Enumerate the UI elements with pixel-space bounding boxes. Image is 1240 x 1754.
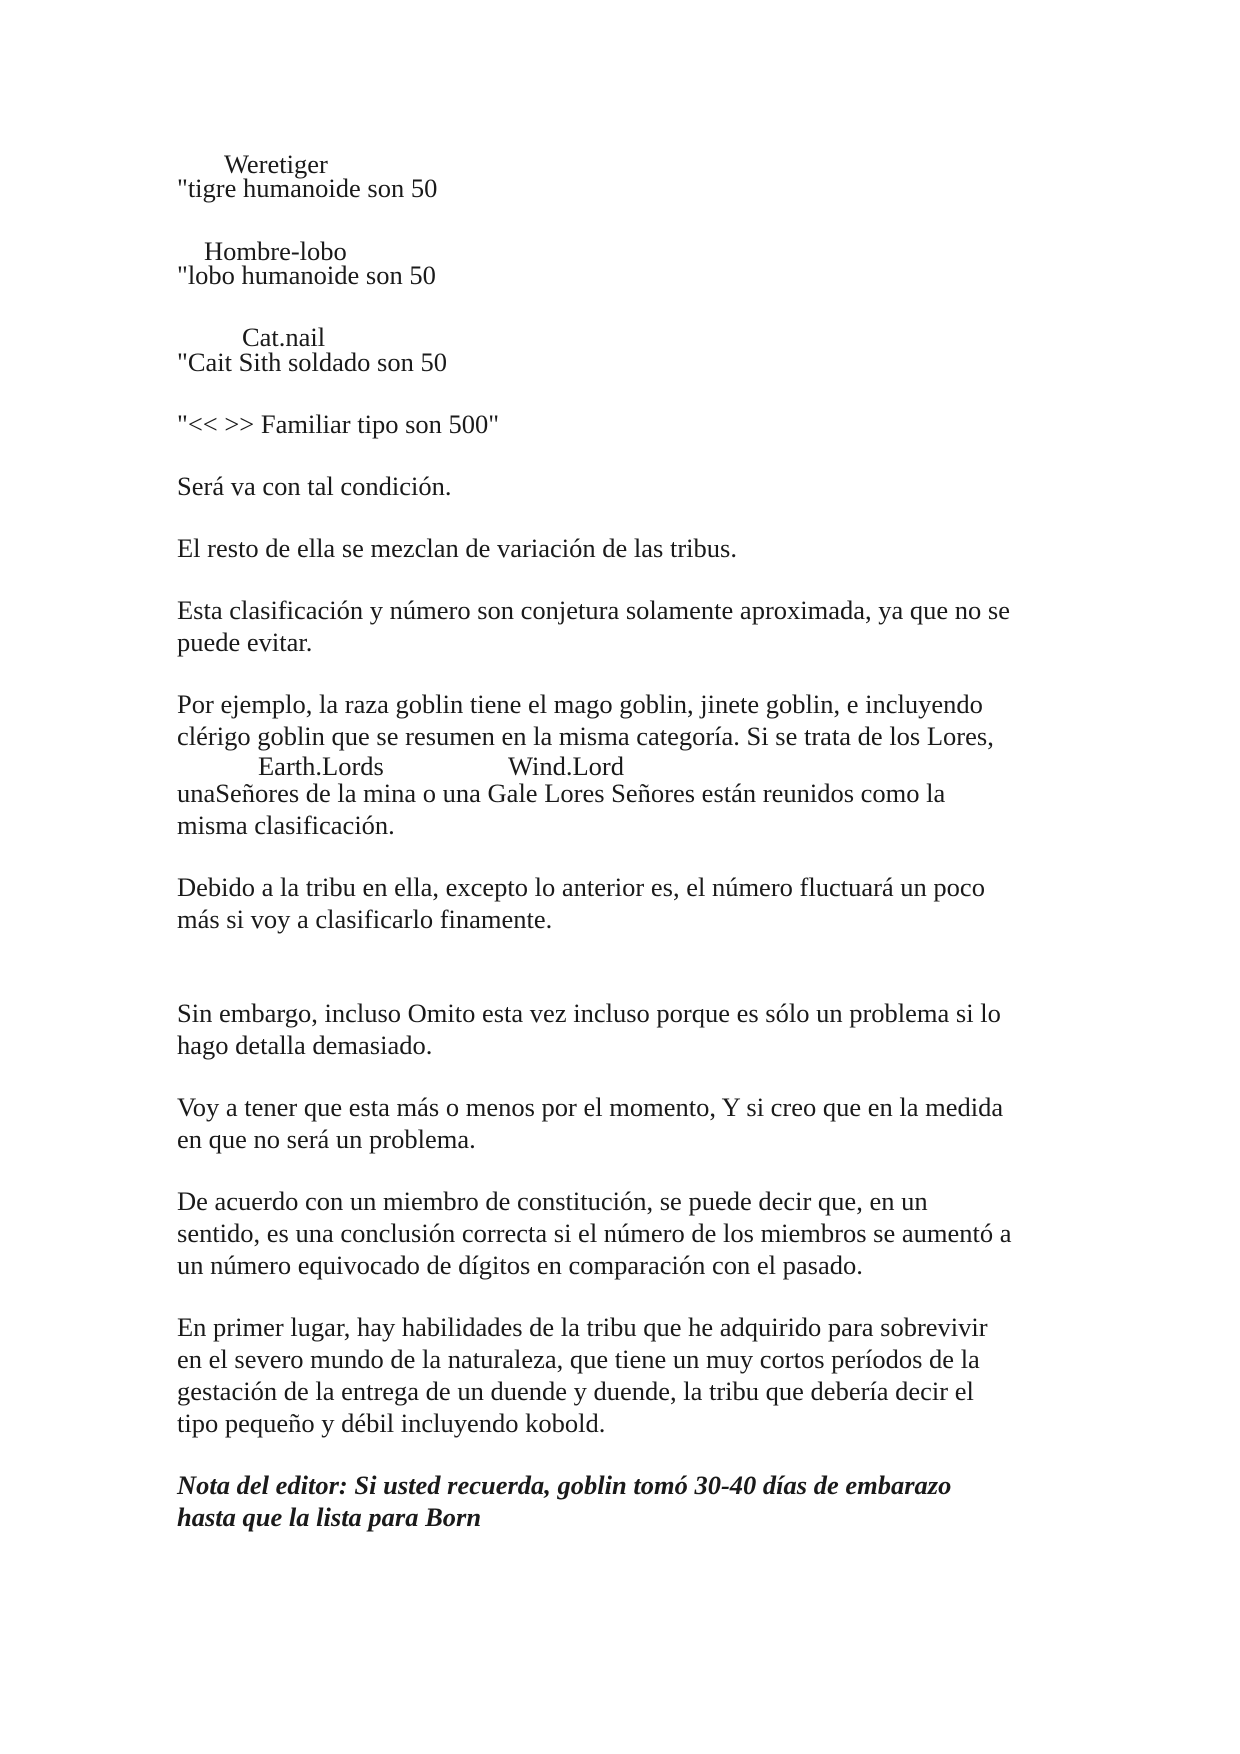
familiar-line: "<< >> Familiar tipo son 500" — [177, 409, 500, 439]
paragraph-classification-line: Esta clasificación y número son conjetura solamente aproximada, ya que no se — [177, 595, 1010, 625]
paragraph-condition: Será va con tal condición. — [177, 471, 452, 501]
paragraph-constitution-line: sentido, es una conclusión correcta si el número de los miembros se aumentó a — [177, 1218, 1012, 1248]
paragraph-example-line: clérigo goblin que se resumen en la misma categoría. Si se trata de los Lores, — [177, 721, 994, 751]
weretiger-line: "tigre humanoide son 50 — [177, 173, 438, 203]
paragraph-however-line: hago detalla demasiado. — [177, 1030, 433, 1060]
werewolf-line: "lobo humanoide son 50 — [177, 260, 436, 290]
weretiger-ruby: Weretiger — [224, 149, 328, 179]
paragraph-however-line: Sin embargo, incluso Omito esta vez incluso porque es sólo un problema si lo — [177, 998, 1001, 1028]
paragraph-classification-line: puede evitar. — [177, 627, 313, 657]
paragraph-tribe-line: más si voy a clasificarlo finamente. — [177, 904, 553, 934]
editor-note-line: Nota del editor: Si usted recuerda, goblin tomó 30-40 días de embarazo — [177, 1470, 952, 1500]
werewolf-ruby: Hombre-lobo — [204, 236, 347, 266]
catnail-ruby: Cat.nail — [242, 322, 326, 352]
paragraph-moment-line: Voy a tener que esta más o menos por el momento, Y si creo que en la medida — [177, 1092, 1004, 1122]
paragraph-constitution-line: un número equivocado de dígitos en comparación con el pasado. — [177, 1250, 863, 1280]
paragraph-first-place-line: tipo pequeño y débil incluyendo kobold. — [177, 1408, 606, 1438]
paragraph-constitution-line: De acuerdo con un miembro de constitución, se puede decir que, en un — [177, 1186, 928, 1216]
editor-note-line: hasta que la lista para Born — [177, 1502, 482, 1532]
paragraph-example-line: Por ejemplo, la raza goblin tiene el mago goblin, jinete goblin, e incluyendo — [177, 689, 983, 719]
paragraph-rest: El resto de ella se mezclan de variación de las tribus. — [177, 533, 737, 563]
paragraph-tribe-line: Debido a la tribu en ella, excepto lo anterior es, el número fluctuará un poco — [177, 872, 985, 902]
paragraph-moment-line: en que no será un problema. — [177, 1124, 476, 1154]
paragraph-first-place-line: En primer lugar, hay habilidades de la tribu que he adquirido para sobrevivir — [177, 1312, 988, 1342]
paragraph-example-line: misma clasificación. — [177, 810, 395, 840]
paragraph-first-place-line: gestación de la entrega de un duende y duende, la tribu que debería decir el — [177, 1376, 974, 1406]
paragraph-example-line: unaSeñores de la mina o una Gale Lores Señores están reunidos como la — [177, 778, 946, 808]
wind-lord-ruby: Wind.Lord — [508, 751, 624, 781]
paragraph-first-place-line: en el severo mundo de la naturaleza, que tiene un muy cortos períodos de la — [177, 1344, 980, 1374]
earth-lords-ruby: Earth.Lords — [258, 751, 384, 781]
catnail-line: "Cait Sith soldado son 50 — [177, 347, 447, 377]
